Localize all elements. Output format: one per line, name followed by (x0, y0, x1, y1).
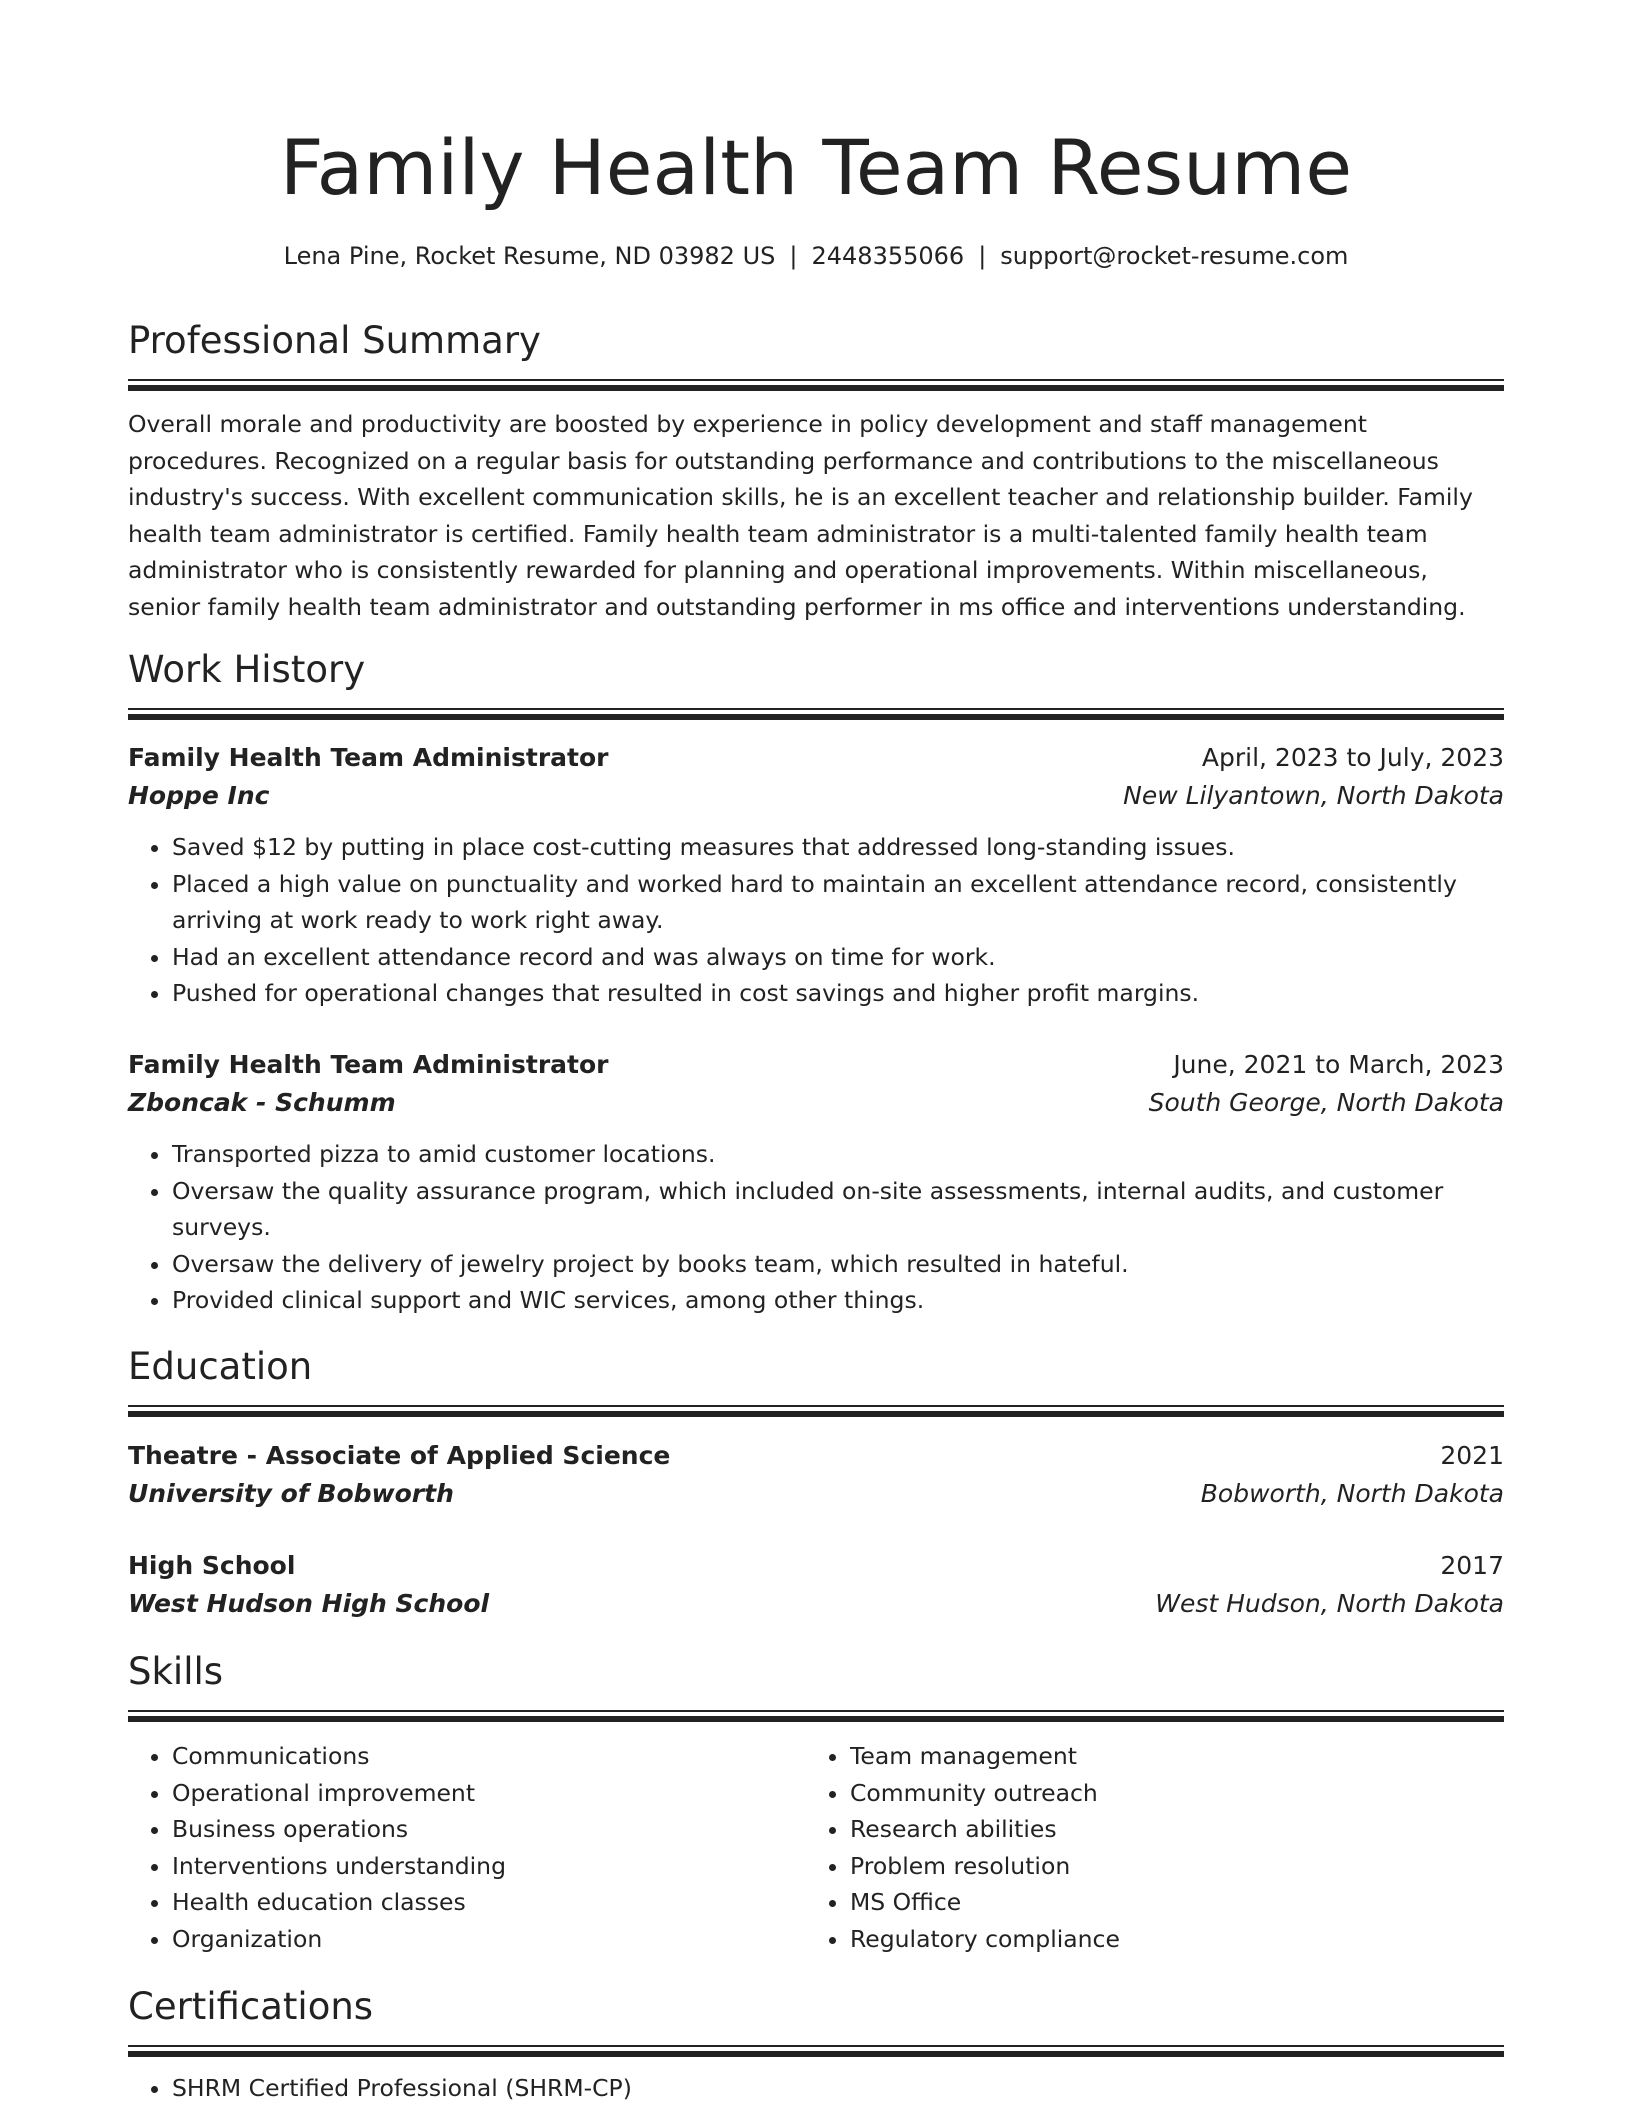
job-entry (128, 1046, 1504, 1319)
list-item: • Transported pizza to amid customer locations. (172, 1136, 1504, 1173)
job-title: Family Health Team Administrator (128, 1050, 609, 1079)
section-divider (128, 708, 1504, 710)
job-entry (128, 739, 1504, 1012)
school-name: University of Bobworth (128, 1479, 454, 1508)
skills-column-right (806, 1738, 1484, 1957)
section-heading: Education (128, 1345, 313, 1388)
job-dates: April, 2023 to July, 2023 (1201, 743, 1504, 772)
list-item: • Pushed for operational changes that resulted in cost savings and higher profit margins. (172, 975, 1504, 1012)
certifications-section-header (128, 1983, 1504, 2057)
skill-item: • Operational improvement (172, 1775, 806, 1812)
section-heading: Skills (128, 1650, 224, 1693)
skill-item: • MS Office (850, 1884, 1484, 1921)
skill-item: • Regulatory compliance (850, 1921, 1484, 1958)
school-name: West Hudson High School (128, 1589, 490, 1618)
work-section-header (128, 646, 1504, 720)
degree-name: High School (128, 1551, 296, 1580)
section-divider (128, 1716, 1504, 1722)
degree-name: Theatre - Associate of Applied Science (128, 1441, 671, 1470)
list-item: • Oversaw the delivery of jewelry project by books team, which resulted in hateful. (172, 1246, 1504, 1283)
skill-item: • Organization (172, 1921, 806, 1958)
section-heading: Certifications (128, 1985, 374, 2028)
resume-title: Family Health Team Resume (279, 123, 1353, 212)
section-divider (128, 379, 1504, 381)
skill-item: • Problem resolution (850, 1848, 1484, 1885)
contact-phone: 2448355066 (811, 242, 965, 270)
summary-section-header (128, 317, 1504, 391)
list-item: • Oversaw the quality assurance program, which included on-site assessments, internal audits, and customer surveys. (172, 1173, 1504, 1246)
job-bullets (128, 1136, 1504, 1319)
summary-text: Overall morale and productivity are boosted by experience in policy development and staff management procedures. Recognized on a regular basis for outstanding performance and contributions to the miscellaneous industry's success. With excellent communication skills, he is an excellent teacher and relationship builder. Family health team administrator is certified. Family health team administrator is a multi-talented family health team administrator who is consistently rewarded for planning and operational improvements. Within miscellaneous, senior family health team administrator and outstanding performer in ms office and interventions understanding. (128, 410, 1473, 621)
skills-list (128, 1738, 1504, 1957)
education-entry (128, 1437, 1504, 1513)
section-divider (128, 714, 1504, 720)
list-item: • Provided clinical support and WIC services, among other things. (172, 1282, 1504, 1319)
certifications-list (128, 2070, 1504, 2107)
skill-item: • Research abilities (850, 1811, 1484, 1848)
section-divider (128, 1411, 1504, 1417)
job-location: New Lilyantown, North Dakota (1123, 781, 1504, 810)
list-item: • Had an excellent attendance record and was always on time for work. (172, 939, 1504, 976)
skill-item: • Interventions understanding (172, 1848, 806, 1885)
certifications-items (128, 2070, 1504, 2107)
school-location: West Hudson, North Dakota (1155, 1589, 1504, 1618)
job-dates: June, 2021 to March, 2023 (1173, 1050, 1504, 1079)
graduation-year: 2017 (1440, 1551, 1504, 1580)
contact-email: support@rocket-resume.com (1000, 242, 1349, 270)
skill-item: • Community outreach (850, 1775, 1484, 1812)
skill-item: • Health education classes (172, 1884, 806, 1921)
section-heading: Work History (128, 648, 366, 691)
skills-column-left (128, 1738, 806, 1957)
section-divider (128, 385, 1504, 391)
job-company: Hoppe Inc (128, 781, 270, 810)
list-item: • Placed a high value on punctuality and worked hard to maintain an excellent attendance record, consistently arriving at work ready to work right away. (172, 866, 1504, 939)
section-divider (128, 2045, 1504, 2047)
section-divider (128, 2051, 1504, 2057)
list-item: • Saved $12 by putting in place cost-cutting measures that addressed long-standing issues. (172, 829, 1504, 866)
contact-separator: | (978, 242, 987, 270)
section-divider (128, 1710, 1504, 1712)
skill-item: • Team management (850, 1738, 1484, 1775)
job-location: South George, North Dakota (1148, 1088, 1504, 1117)
skill-item: • Communications (172, 1738, 806, 1775)
school-location: Bobworth, North Dakota (1200, 1479, 1504, 1508)
skills-section-header (128, 1648, 1504, 1722)
contact-line (128, 238, 1504, 274)
graduation-year: 2021 (1440, 1441, 1504, 1470)
skill-item: • Business operations (172, 1811, 806, 1848)
contact-address: Lena Pine, Rocket Resume, ND 03982 US (283, 242, 776, 270)
job-title: Family Health Team Administrator (128, 743, 609, 772)
contact-separator: | (789, 242, 798, 270)
job-bullets (128, 829, 1504, 1012)
education-entry (128, 1547, 1504, 1623)
section-divider (128, 1405, 1504, 1407)
education-section-header (128, 1343, 1504, 1417)
job-company: Zboncak - Schumm (128, 1088, 396, 1117)
certification-item: • SHRM Certified Professional (SHRM-CP) (172, 2070, 1504, 2107)
section-heading: Professional Summary (128, 319, 541, 362)
